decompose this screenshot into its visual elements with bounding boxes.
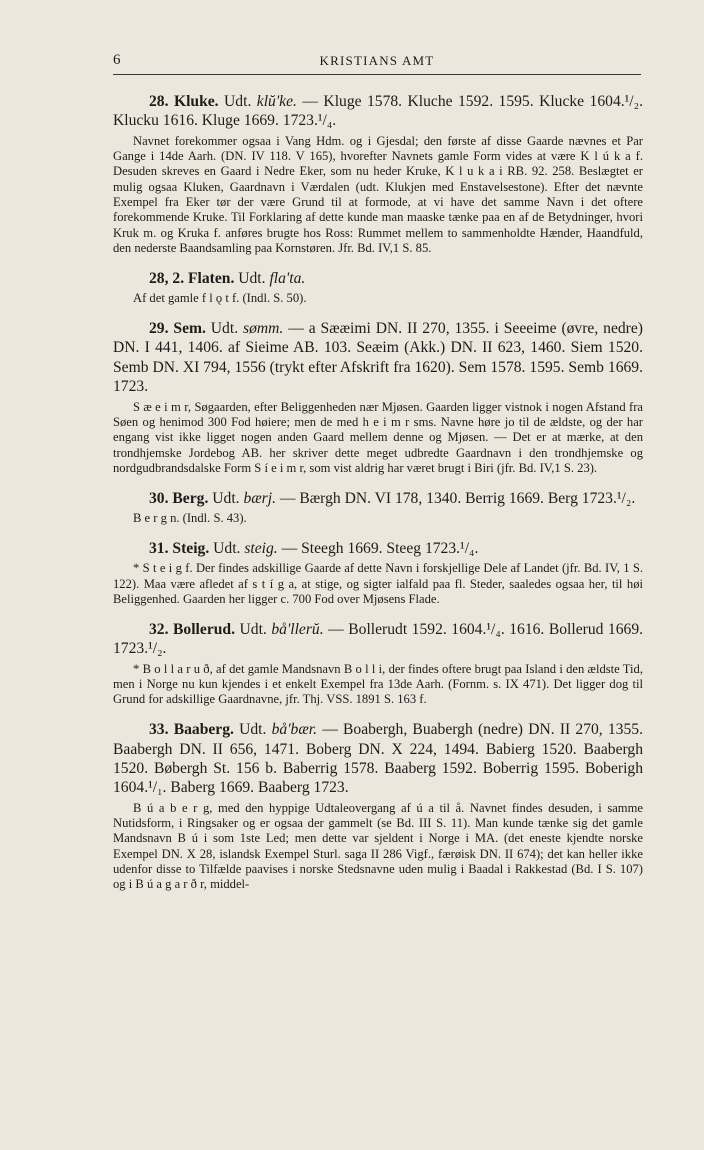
- historical-forms: — Boabergh, Buabergh (nedre) DN. II 270, 1355. Baabergh DN. II 656, 1471. Boberg DN. X 224, 1494. Babierg 1520. Baabergh 1520. Bøbergh St. 156 b. Baberrig 1578. Baaberg 1592. Boberrig 1595. Boberigh 1604.¹/₁. Baberg 1669. Baaberg 1723.: [113, 721, 643, 797]
- historical-forms: — Bærgh DN. VI 178, 1340. Berrig 1669. Berg 1723.¹/₂.: [279, 489, 636, 507]
- farm-name: Berg.: [172, 489, 209, 507]
- entry-30: [113, 489, 643, 527]
- historical-forms: — Bollerudt 1592. 1604.¹/₄. 1616. Bollerud 1669. 1723.¹/₂.: [113, 620, 644, 658]
- entry-28-2: [113, 269, 643, 307]
- entry-heading: [113, 539, 643, 558]
- entry-29: [113, 319, 643, 476]
- entry-heading: [113, 620, 643, 659]
- running-title: KRISTIANS AMT: [319, 53, 435, 68]
- pronunciation: bærj.: [243, 489, 276, 507]
- entry-32: [113, 620, 643, 708]
- farm-name: Flaten.: [188, 269, 235, 287]
- historical-forms: — Kluge 1578. Kluche 1592. 1595. Klucke 1604.¹/₂. Klucku 1616. Kluge 1669. 1723.¹/₄.: [113, 93, 643, 130]
- entry-28: [113, 92, 643, 256]
- entry-number: 33.: [149, 721, 169, 739]
- entry-note: B ú a b e r g, med den hyppige Udtaleovergang af ú a til å. Navnet findes desuden, i samme Nutidsform, i Ringsaker og er ogsaa der gammelt (se Bd. III S. 11). Man kunde tænke sig det gamle Mandsnavn B ú i som 1ste Led; men dette var sjeldent i Norge i MA. (det eneste kjendte norske Exempel DN. X 28, islandsk Exempel Sturl. saga II 286 Vigf., færøisk DN. II 674); det kan heller ikke udenfor disse to Tilfælde paavises i norske Stedsnavne uden mulig i Baadal i Rakkestad (Bd. I S. 107) og i B ú a g a r ð r, middel-: [113, 800, 643, 892]
- entry-number: 28, 2.: [149, 269, 185, 287]
- entry-heading: [113, 92, 643, 131]
- page-body: [113, 92, 643, 905]
- entry-33: [113, 720, 643, 892]
- pronunciation: steig.: [244, 540, 278, 558]
- entry-note: * B o l l a r u ð, af det gamle Mandsnavn B o l l i, der findes oftere brugt paa Island i den ældste Tid, men i Norge nu kun kjendes i et enkelt Exempel fra 13de Aarh. (Fornm. s. IX 471). Det ligger dog til Grund for adskillige Gaardnavne, jfr. Thj. VSS. 1891 S. 163 f.: [113, 661, 643, 707]
- entry-heading: [113, 720, 643, 798]
- entry-31: [113, 539, 643, 607]
- udt-label: Udt.: [239, 620, 267, 638]
- historical-forms: — a Sææimi DN. II 270, 1355. i Seeeime (øvre, nedre) DN. I 441, 1406. af Sieime AB. 103. Seæim (Akk.) DN. II 623, 1460. Siem 1520. Semb DN. XI 794, 1556 (trykt efter Afskrift fra 1620). Sem 1578. 1595. Semb 1669. 1723.: [113, 320, 643, 396]
- farm-name: Kluke.: [173, 93, 219, 110]
- farm-name: Bollerud.: [173, 620, 235, 638]
- farm-name: Steig.: [172, 540, 210, 558]
- entry-number: 29.: [149, 320, 169, 338]
- page-header: [113, 50, 641, 75]
- entry-note: Navnet forekommer ogsaa i Vang Hdm. og i Gjesdal; den første af disse Gaarde nævnes et Par Gange i 14de Aarh. (DN. IV 118. V 165), hvorefter Navnets gamle Form vides at være K l ú k a f. Desuden skreves en Gaard i Nedre Eker, som nu heder Kruke, K l u k a i RB. 92. 258. Beslægtet er mulig ogsaa Kluken, Gaardnavn i Værdalen (udt. Klukjen med Enstavelsestone). Efter det nævnte Exempel fra Eker tør der være Grund til at formode, at vi have det samme Navn i det oftere forekommende Kruke. Til Forklaring af dette kunde man maaske tænke paa en af de Betydninger, hvori Kruk m. og Kruka f. anføres brugte hos Ross: Rummet mellem to sammenholdte Hænder, Haandfuld, den nederste Baandsamling paa Kornstøren. Jfr. Bd. IV,1 S. 85.: [113, 133, 643, 255]
- udt-label: Udt.: [224, 93, 252, 110]
- entry-note: B e r g n. (Indl. S. 43).: [133, 511, 247, 526]
- udt-label: Udt.: [239, 721, 267, 739]
- entry-note: S æ e i m r, Søgaarden, efter Beliggenheden nær Mjøsen. Gaarden ligger vistnok i nogen Afstand fra Søen og henimod 300 Fod høiere; men de med h e i m r sms. Navne høre jo til de ældste, og der har engang vist ikke ligget nogen anden Gaard mellem denne og Mjøsen. — Det er at mærke, at den trondhjemske Jordebog AB. her skriver dette meget udbredte Gaardnavn i den trondhjemske og nordgudbrandsdalske Form S í e i m r, som vist aldrig har været brugt i Biri (jfr. Bd. IV,1 S. 23).: [113, 399, 643, 475]
- entry-number: 32.: [149, 620, 169, 638]
- entry-heading: [113, 319, 643, 397]
- entry-note: Af det gamle f l ǫ t f. (Indl. S. 50).: [133, 291, 307, 306]
- entry-note: * S t e i g f. Der findes adskillige Gaarde af dette Navn i forskjellige Dele af Landet (jfr. Bd. IV, 1 S. 122). Maa være afledet af s t í g a, at stige, og sigter ialfald paa fl. Steder, saaledes ogsaa her, til høi Beliggenhed. Gaarden her ligger c. 700 Fod over Mjøsens Flade.: [113, 561, 643, 607]
- entry-heading: [113, 489, 643, 508]
- pronunciation: bå'bær.: [271, 721, 317, 739]
- farm-name: Sem.: [173, 320, 206, 338]
- pronunciation: klŭ'ke.: [256, 93, 297, 110]
- page-number: 6: [113, 52, 121, 68]
- entry-number: 28.: [149, 93, 169, 110]
- pronunciation: sømm.: [243, 320, 284, 338]
- historical-forms: — Steegh 1669. Steeg 1723.¹/₄.: [281, 540, 479, 558]
- entry-heading: [113, 269, 643, 288]
- entry-number: 30.: [149, 489, 169, 507]
- pronunciation: bå'llerŭ.: [271, 620, 324, 638]
- udt-label: Udt.: [238, 269, 266, 287]
- farm-name: Baaberg.: [173, 721, 234, 739]
- entry-number: 31.: [149, 540, 169, 558]
- udt-label: Udt.: [213, 540, 241, 558]
- udt-label: Udt.: [212, 489, 240, 507]
- pronunciation: fla'ta.: [269, 269, 306, 287]
- udt-label: Udt.: [210, 320, 239, 338]
